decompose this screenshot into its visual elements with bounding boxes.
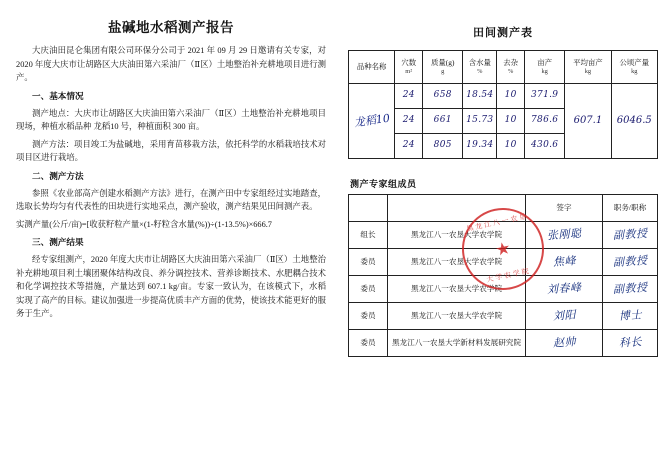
value-avg-yield: 607.1 (573, 114, 603, 126)
col-holes (395, 51, 423, 84)
col-impurity-label: 去杂 (503, 58, 519, 68)
col-impurity-unit: % (508, 67, 514, 75)
field-measurement-table (348, 50, 658, 159)
col-moisture-unit: % (477, 67, 483, 75)
member-title (603, 222, 658, 249)
col-variety-label: 品种名称 (356, 62, 387, 72)
cell-impurity (497, 109, 525, 134)
title-handwritten: 副教授 (612, 281, 648, 297)
members-header-row (349, 195, 658, 222)
table-header-row (349, 51, 658, 84)
members-title: 测产专家组成员 (350, 179, 417, 189)
col-mu-yield-unit: kg (541, 67, 548, 75)
member-title (603, 303, 658, 330)
value-ha-yield: 6046.5 (616, 114, 652, 126)
value-holes: 24 (402, 140, 415, 151)
member-signature (526, 249, 603, 276)
cell-avg-yield (565, 84, 611, 159)
value-holes: 24 (402, 90, 415, 101)
col-ha-yield-label: 公顷产量 (619, 58, 650, 68)
table-row (349, 222, 658, 249)
members-col-unit (388, 195, 526, 222)
cell-mu-yield (525, 134, 565, 159)
value-moisture: 18.54 (466, 90, 494, 101)
variety-handwritten: 龙稻10 (352, 111, 391, 130)
title-handwritten: 副教授 (612, 227, 648, 243)
cell-impurity (497, 134, 525, 159)
member-unit: 黑龙江八一农垦大学农学院 (388, 222, 526, 249)
value-impurity: 10 (504, 115, 517, 126)
cell-ha-yield (611, 84, 657, 159)
title-handwritten: 副教授 (612, 254, 648, 270)
member-signature (526, 330, 603, 357)
members-col-sign: 签字 (526, 195, 603, 222)
signature-handwritten: 张刚聪 (546, 227, 582, 243)
cell-impurity (497, 84, 525, 109)
col-variety (349, 51, 395, 84)
col-moisture-label: 含水量 (468, 58, 491, 68)
cell-mu-yield (525, 109, 565, 134)
member-title (603, 249, 658, 276)
section-results-body: 经专家组测产，2020 年度大庆市让胡路区大庆油田第六采油厂（Ⅱ区）土地整治补充耕地项目利土壤团聚体结构改良、养分调控技术、营养诊断技术、水肥耦合技术和化学调控技术等措施，产量达到 607.1 kg/亩。专家一致认为，在该模式下，水稻实现了高产的目标。建议加强进一步提高优质丰产方面的优势，使该技术能更好的服务于生产。 (16, 255, 326, 319)
cell-mass (423, 84, 463, 109)
members-col-role (349, 195, 388, 222)
col-mu-yield (525, 51, 565, 84)
cell-holes (395, 84, 423, 109)
col-mass-unit: g (441, 67, 445, 75)
col-avg-yield-label: 平均亩产 (573, 58, 603, 68)
member-unit: 黑龙江八一农垦大学新材料发展研究院 (388, 330, 526, 357)
yield-formula: 实测产量(公斤/亩)=[收获籽粒产量×(1-籽粒含水量(%))÷(1-13.5%)×666.7 (16, 219, 272, 229)
section-method-body: 参照《农业部高产创建水稻测产方法》进行，在测产田中专家组经过实地踏查，选取长势均匀有代表性的田块进行实地采点，测产验收，测产结果见田间测产表。 (16, 188, 326, 212)
cell-holes (395, 109, 423, 134)
col-mass (423, 51, 463, 84)
section-heading-results: 三、测产结果 (32, 237, 84, 248)
cell-mu-yield (525, 84, 565, 109)
member-signature (526, 303, 603, 330)
value-impurity: 10 (504, 90, 517, 101)
member-title (603, 276, 658, 303)
col-mass-label: 质量(g) (431, 58, 455, 68)
cell-moisture (463, 134, 497, 159)
col-moisture (463, 51, 497, 84)
cell-holes (395, 134, 423, 159)
title-handwritten: 科长 (618, 335, 642, 351)
table-row (349, 84, 658, 109)
cell-moisture (463, 109, 497, 134)
table-row (349, 249, 658, 276)
signature-handwritten: 刘春峰 (546, 281, 582, 297)
value-mass: 661 (433, 115, 452, 126)
signature-handwritten: 焦峰 (552, 254, 576, 270)
cell-variety (349, 84, 395, 159)
col-ha-yield (611, 51, 657, 84)
value-mu-yield: 786.6 (531, 115, 559, 126)
member-role: 委员 (349, 249, 388, 276)
member-unit: 黑龙江八一农垦大学农学院 (388, 276, 526, 303)
title-handwritten: 博士 (618, 308, 642, 324)
col-impurity (497, 51, 525, 84)
seal-top-text: 黑龙江八一农垦 (465, 212, 530, 234)
member-unit: 黑龙江八一农垦大学农学院 (388, 249, 526, 276)
signature-handwritten: 赵帅 (552, 335, 576, 351)
members-col-title: 职务/职称 (603, 195, 658, 222)
col-holes-label: 穴数 (401, 58, 417, 68)
value-mu-yield: 371.9 (531, 90, 559, 101)
cell-mass (423, 109, 463, 134)
section-heading-method: 二、测产方法 (32, 171, 84, 182)
cell-moisture (463, 84, 497, 109)
intro-paragraph: 大庆油田昆仑集团有限公司环保分公司于 2021 年 09 月 29 日邀请有关专家，对 2020 年度大庆市让胡路区大庆油田第六采油厂（Ⅱ区）土地整治补充耕地项目进行测产。 (16, 46, 326, 83)
member-role: 委员 (349, 276, 388, 303)
member-signature (526, 222, 603, 249)
section-basic-method: 测产方法：项目竣工为盐碱地，采用育苗移栽方法，依托科学的水稻栽培技术对项目区进行栽培。 (16, 139, 326, 163)
expert-members-table (348, 194, 658, 357)
value-mu-yield: 430.6 (531, 140, 559, 151)
col-avg-yield (565, 51, 611, 84)
col-mu-yield-label: 亩产 (537, 58, 553, 68)
member-role: 委员 (349, 303, 388, 330)
value-moisture: 15.73 (466, 115, 494, 126)
report-right-column (340, 0, 670, 450)
member-signature (526, 276, 603, 303)
member-role: 委员 (349, 330, 388, 357)
section-heading-basic: 一、基本情况 (32, 90, 84, 101)
col-ha-yield-unit: kg (631, 67, 638, 75)
cell-mass (423, 134, 463, 159)
value-mass: 658 (433, 90, 452, 101)
section-basic-location: 测产地点：大庆市让胡路区大庆油田第六采油厂（Ⅱ区）土地整治补充耕地项目现场，种植水稻品种 龙稻10 号，种植面积 300 亩。 (16, 108, 326, 132)
seal-bottom-text: 大学农学院 (485, 266, 532, 285)
col-holes-unit: m² (405, 67, 413, 75)
field-table-title: 田间测产表 (473, 27, 533, 39)
value-holes: 24 (402, 115, 415, 126)
signature-handwritten: 刘阳 (552, 308, 576, 324)
page-title: 盐碱地水稻测产报告 (108, 20, 234, 35)
table-row (349, 330, 658, 357)
seal-star-icon: ★ (493, 238, 513, 260)
table-row (349, 276, 658, 303)
col-avg-yield-unit: kg (584, 67, 592, 75)
member-role: 组长 (349, 222, 388, 249)
table-row (349, 303, 658, 330)
member-title (603, 330, 658, 357)
member-unit: 黑龙江八一农垦大学农学院 (388, 303, 526, 330)
value-mass: 805 (433, 140, 452, 151)
value-moisture: 19.34 (466, 140, 494, 151)
value-impurity: 10 (504, 140, 517, 151)
